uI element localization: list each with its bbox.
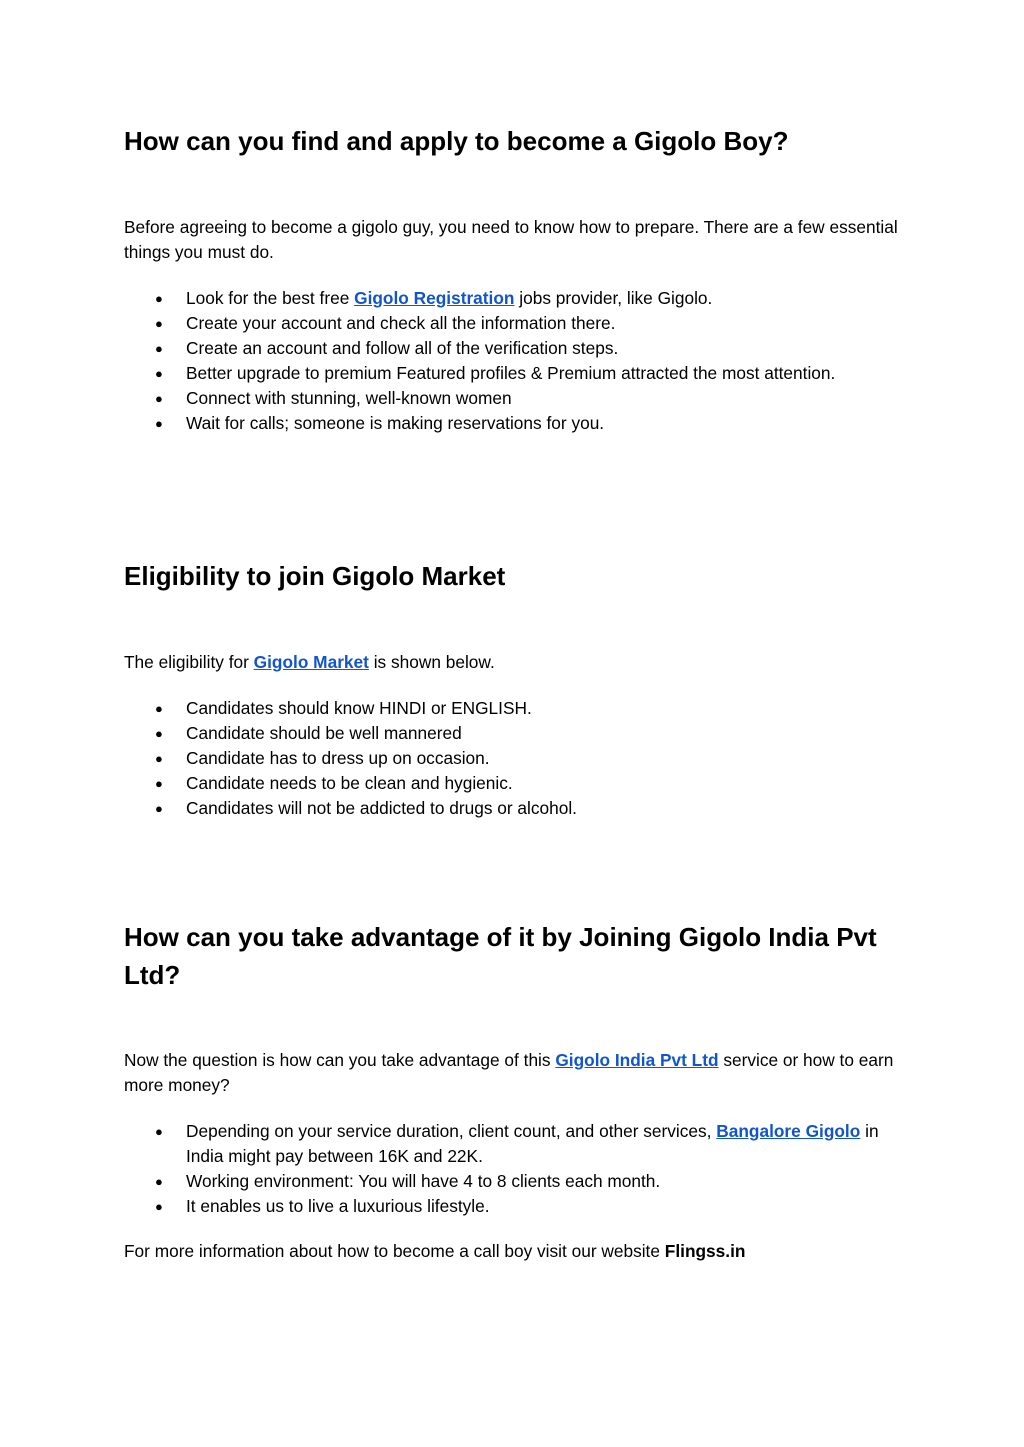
list-item-text: Candidates should know HINDI or ENGLISH. [186,698,532,718]
footer-text: For more information about how to become a call boy visit our website [124,1241,665,1261]
list-item [124,311,904,336]
list-item-text: in India might pay between 16K and 22K. [186,1121,879,1166]
bangalore-gigolo-link[interactable]: Bangalore Gigolo [716,1121,861,1141]
gigolo-registration-link[interactable]: Gigolo Registration [354,288,515,308]
list-item-text: Candidates will not be addicted to drugs or alcohol. [186,798,577,818]
bullet-icon: ● [155,751,163,766]
bullet-icon: ● [155,316,163,331]
list-item [124,1194,904,1219]
bullet-icon: ● [155,366,163,381]
list-item [124,1119,904,1169]
list-item [124,286,904,311]
list-item [124,411,904,436]
bullet-icon: ● [155,776,163,791]
bullet-icon: ● [155,726,163,741]
list-item [124,771,904,796]
list-item-text: Connect with stunning, well-known women [186,388,512,408]
bullet-icon: ● [155,341,163,356]
bullet-icon: ● [155,701,163,716]
list-item-text: Depending on your service duration, client count, and other services, [186,1121,717,1141]
list-item [124,746,904,771]
advantage-list [124,1119,904,1219]
eligibility-list [124,696,904,821]
bullet-icon: ● [155,1199,163,1214]
bullet-icon: ● [155,291,163,306]
list-item [124,386,904,411]
list-item [124,336,904,361]
list-item [124,361,904,386]
list-item-text: Candidate needs to be clean and hygienic. [186,773,513,793]
list-item-text: Candidate should be well mannered [186,723,462,743]
section-heading-advantage: How can you take advantage of it by Joining Gigolo India Pvt Ltd? [124,922,877,990]
list-item-text: Create your account and check all the information there. [186,313,616,333]
section-heading-apply: How can you find and apply to become a Gigolo Boy? [124,126,789,156]
intro-text: is shown below. [368,652,495,672]
intro-text: The eligibility for [124,652,254,672]
list-item-text: Candidate has to dress up on occasion. [186,748,490,768]
footer-note [124,1239,904,1264]
gigolo-india-link[interactable]: Gigolo India Pvt Ltd [555,1050,719,1070]
gigolo-market-link[interactable]: Gigolo Market [253,652,369,672]
section-intro-eligibility [124,650,904,675]
website-name: Flingss.in [664,1241,746,1261]
intro-text: service or how to earn more money? [124,1050,894,1095]
apply-steps-list [124,286,904,436]
bullet-icon: ● [155,801,163,816]
list-item-text: Wait for calls; someone is making reservations for you. [186,413,605,433]
bullet-icon: ● [155,1124,163,1139]
section-intro-apply: Before agreeing to become a gigolo guy, you need to know how to prepare. There are a few essential things you must do. [124,217,898,262]
section-intro-advantage [124,1048,904,1098]
list-item-text: Better upgrade to premium Featured profiles & Premium attracted the most attention. [186,363,836,383]
bullet-icon: ● [155,1174,163,1189]
bullet-icon: ● [155,391,163,406]
list-item-text: It enables us to live a luxurious lifestyle. [186,1196,490,1216]
bullet-icon: ● [155,416,163,431]
list-item [124,696,904,721]
list-item [124,721,904,746]
list-item-text: Create an account and follow all of the verification steps. [186,338,619,358]
list-item-text: Working environment: You will have 4 to 8 clients each month. [186,1171,661,1191]
list-item-text: Look for the best free [186,288,355,308]
list-item-text: jobs provider, like Gigolo. [514,288,713,308]
intro-text: Now the question is how can you take advantage of this [124,1050,556,1070]
list-item [124,796,904,821]
list-item [124,1169,904,1194]
section-heading-eligibility: Eligibility to join Gigolo Market [124,561,506,591]
